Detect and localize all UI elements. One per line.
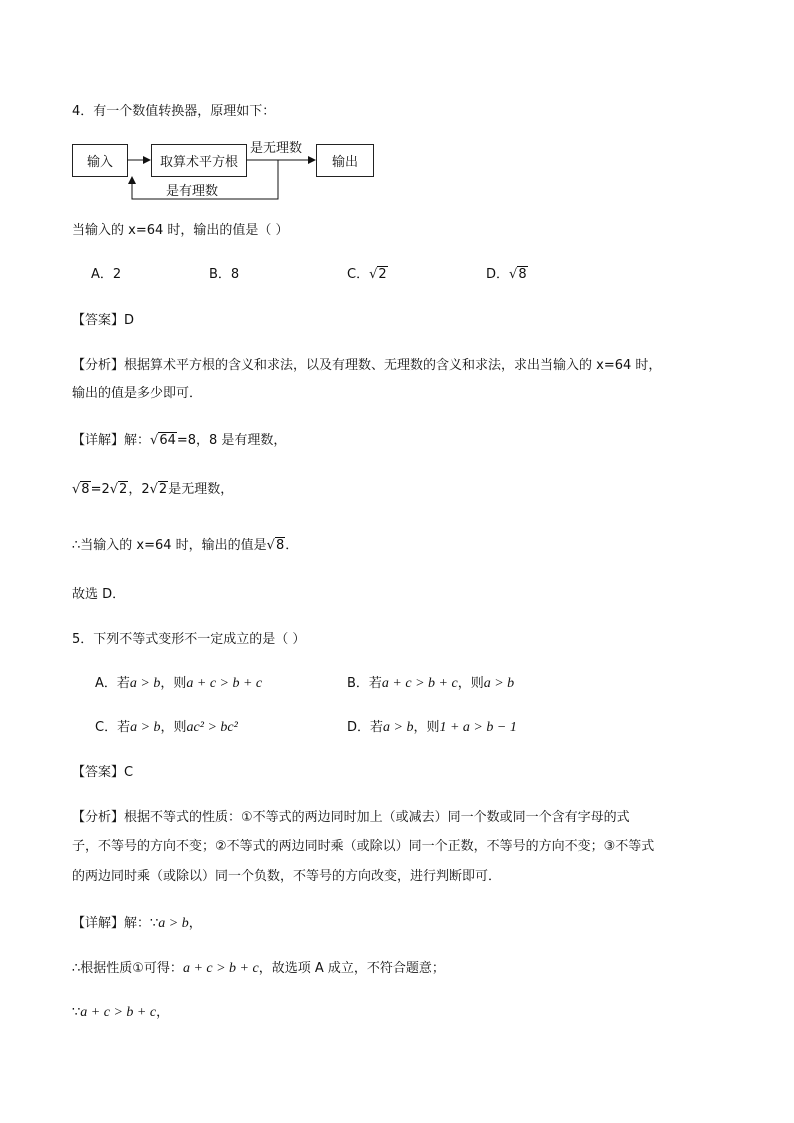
flow-arrows	[0, 0, 794, 220]
q4-option-a: A．2	[91, 267, 122, 282]
q5-option-a	[95, 675, 262, 693]
q4-detail-rest: =8，8 是有理数，	[176, 433, 287, 448]
q4-option-c	[347, 266, 388, 284]
q5-step3	[72, 1004, 169, 1022]
q5-analysis-line1: 【分析】根据不等式的性质：①不等式的两边同时加上（或减去）同一个数或同一个含有字母的式	[72, 810, 630, 825]
q5-option-a-prefix: A．若	[95, 676, 130, 691]
q4-step2-rest: 是无理数，	[168, 482, 234, 497]
q4-answer: 【答案】D	[72, 313, 135, 328]
q5-detail-prefix: 【详解】解：∵	[72, 916, 159, 931]
sqrt-symbol: √2	[369, 267, 387, 282]
q5-option-d-prefix: D．若	[347, 720, 384, 735]
q5-option-d-result: 1 + a > b − 1	[439, 720, 517, 735]
q4-option-d-radicand: 8	[518, 267, 527, 282]
sqrt-symbol: √2	[149, 482, 168, 497]
q5-option-b-prefix: B．若	[347, 676, 382, 691]
q4-option-c-radicand: 2	[378, 267, 387, 282]
q5-option-a-result: a + c > b + c	[186, 676, 263, 691]
q5-option-c-prefix: C．若	[95, 720, 131, 735]
q5-option-b-result: a > b	[483, 676, 515, 691]
q5-step2-prefix: ∴根据性质①可得：	[72, 961, 183, 976]
q5-option-d-then: ，则	[413, 720, 440, 735]
sqrt-symbol: √64	[150, 433, 176, 448]
q4-step2-radicand2: 2	[119, 482, 128, 497]
q4-detail-radicand: 64	[159, 433, 176, 448]
q4-step3-end: ．	[285, 538, 299, 553]
q5-option-c-then: ，则	[160, 720, 187, 735]
sqrt-symbol: √8	[509, 267, 527, 282]
q5-option-c	[95, 719, 238, 737]
q4-analysis-line2: 输出的值是多少即可．	[72, 386, 203, 401]
q5-option-b	[347, 675, 514, 693]
q5-option-c-condition: a > b	[130, 720, 161, 735]
flow-process-label: 取算术平方根	[159, 155, 238, 170]
q4-step3-prefix: ∴当输入的 x=64 时，输出的值是	[72, 538, 267, 553]
flow-output-label: 输出	[331, 155, 358, 170]
flow-input-label: 输入	[86, 155, 113, 170]
q4-step2-mid: =2	[90, 482, 110, 497]
sqrt-symbol: √2	[109, 482, 128, 497]
q5-option-d	[347, 719, 517, 737]
q5-answer: 【答案】C	[72, 765, 134, 780]
q4-conclusion: 故选 D．	[72, 587, 126, 602]
q5-step2-rest: ，故选项 A 成立，不符合题意；	[258, 961, 445, 976]
q4-option-c-prefix: C．	[347, 267, 370, 282]
q4-question: 当输入的 x=64 时，输出的值是（ ）	[72, 223, 289, 238]
q5-analysis-line2: 子，不等号的方向不变；②不等式的两边同时乘（或除以）同一个正数，不等号的方向不变；③不等式	[72, 839, 655, 854]
q4-detail	[72, 432, 286, 450]
q4-step3-radicand: 8	[275, 538, 285, 553]
flow-irrational-label: 是无理数	[250, 141, 303, 156]
q5-step3-end: ，	[156, 1005, 170, 1020]
q4-step2-radicand3: 2	[158, 482, 168, 497]
sqrt-symbol: √8	[72, 482, 90, 497]
q5-step3-prefix: ∵	[72, 1005, 81, 1020]
q4-step2-radicand1: 8	[81, 482, 90, 497]
q5-analysis-line3: 的两边同时乘（或除以）同一个负数，不等号的方向改变，进行判断即可．	[72, 869, 502, 884]
q4-step2-mid2: ，2	[128, 482, 150, 497]
q4-analysis-line1: 【分析】根据算术平方根的含义和求法，以及有理数、无理数的含义和求法，求出当输入的 x=64 时，	[72, 358, 662, 373]
q4-step2	[72, 481, 233, 499]
q5-option-b-condition: a + c > b + c	[381, 676, 458, 691]
sqrt-symbol: √8	[266, 538, 285, 553]
q5-option-c-result: ac² > bc²	[186, 720, 238, 735]
q5-option-a-condition: a > b	[129, 676, 161, 691]
q5-detail-end: ，	[188, 916, 202, 931]
q5-detail-math: a > b	[158, 916, 189, 931]
q4-detail-prefix: 【详解】解：	[72, 433, 151, 448]
q4-option-d-prefix: D．	[486, 267, 510, 282]
q5-option-d-condition: a > b	[383, 720, 414, 735]
q4-stem: 4．有一个数值转换器，原理如下：	[72, 104, 276, 119]
q5-step2-math: a + c > b + c	[182, 961, 259, 976]
q4-step3	[72, 537, 298, 555]
q4-option-d	[486, 266, 528, 284]
q5-step3-math: a + c > b + c	[80, 1005, 157, 1020]
q5-option-b-then: ，则	[457, 676, 484, 691]
flow-rational-label: 是有理数	[166, 184, 219, 199]
q5-stem: 5．下列不等式变形不一定成立的是（ ）	[72, 632, 306, 647]
q5-option-a-then: ，则	[160, 676, 187, 691]
q5-detail	[72, 915, 202, 933]
q4-option-b: B．8	[209, 267, 240, 282]
q5-step2	[72, 960, 445, 978]
